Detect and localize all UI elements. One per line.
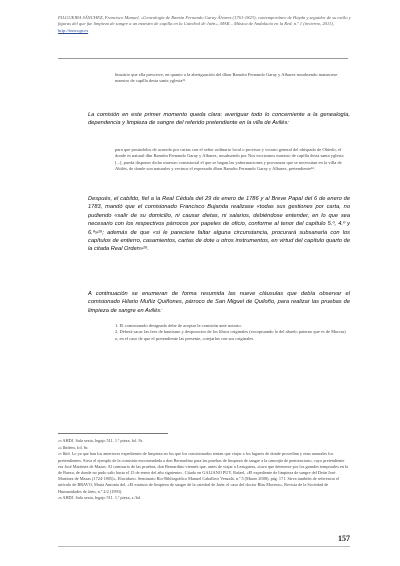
footnote — [58, 438, 350, 444]
footnote-text: Ibídem, fol. 6r. — [62, 444, 89, 450]
page-number: 157 — [338, 534, 350, 543]
citation-text: FILGUEIRA SÁNCHEZ, Francisco Manuel, «Genealogía de Ramón Fernando Garay Álvarez (1761-1823), contemporáneo de Haydn y seguidor de su estilo y figuras del que fue limpieza de sangre a un maestro de capilla en la Catedral de Jaén», MAR – Música de Andalucía en la Red, n.º 1 (invierno, 2011), — [58, 15, 351, 27]
footnote — [58, 445, 350, 451]
block-quote-2: para que posásdolos de acuerdo por cartas con el señor ordinario local o provisor y vicario general del obispado de Obiedo, el donde es natural dhn Ramóin Fernando Garay y Albarez, nosabsendo por Nos escrizanos maestro de capilla desta santa yglesia [...], pueda disponer dicho maestro consistorial el que se hagan las yañormaciones y provanzas que se necessitan en la villa de Abilés, de donde son naturales y vecinos el expresado dhon Ramóin Fernando Garay y Albarez, pretendiente²⁴. — [115, 147, 344, 171]
footnote-text: AHDJ. Sala sexta, legajo 511. 1.ª pieza, s./fol. — [62, 495, 142, 501]
block-quote-3: 1. El comisionado designado debe de aceptar la comisión ante notario. 2. Deberá sacar las fees de bautismo y desposorios de los libros originales (exceptuando la del abuelo paterno que es de Murcia) o, en el caso de que el pretendiente las presente, cotejarlas con sus originales. — [115, 323, 346, 341]
footnote-divider — [58, 433, 168, 434]
body-paragraph-2: Después, el cabildo, fiel a la Real Cédula del 29 de enero de 1786 y al Breve Papal del 6 de enero de 1783, mandó que el comisionado Francisco Bujanda realizase «todas sus gestiones por carta, no pudiendo «salir de su domicilio, ni causar dietas, ni salarios, debiéndose entender, en lo que sea necesario con los respectivos párrocos por papeles de oficio, conforme al tenor del capítulo 5.º, 4.º y 6.º»²⁵; además de que «si le pareciere faltar alguna circunstancia, procurará subsanarla con los capítulos de entierro, casamientos, cartas de dote u otros instrumentos, en virtud del capítulo quarto de la citada Real Orden»²⁶. — [88, 196, 350, 253]
footnote-number: 23 — [58, 439, 62, 443]
footnote-number: 26 — [58, 496, 62, 501]
article-citation-header — [58, 15, 358, 34]
header-divider — [58, 58, 348, 59]
footnote-text: AHDJ. Sala sexta, legajo 511. 1.ª pieza, fol. 8r. — [62, 438, 143, 443]
footnote-number: 24 — [58, 445, 62, 450]
block-quote-1: hinsitrio que ella prescrive, en quanto a la aberiguación del dhon Ramóin Fernando Garay y Albarez nosabsendo maisnoese maestro de capilla desta santa yglesia²¹. — [115, 72, 338, 84]
body-paragraph-3: A continuación se enumeran de forma resumida las nueve cláusulas que debía observar el comisionado Hilario Muñiz Quiñones, párroco de San Miguel de Quiloño, para realizar las pruebas de limpieza de sangre en Avilés: — [88, 291, 350, 314]
footnotes-section — [58, 438, 350, 502]
body-paragraph-1: La comisión en este primer momento queda clara: averiguar todo lo concerniente a la genealogía, dependencia y limpieza de sangre del referido pretendiente en la villa de Avilés: — [88, 112, 350, 127]
footnote — [58, 495, 350, 501]
footnote-text: Ibíd. Lo ya que han los anteriores expedientes de limpieza en los que los comisionados tenían que viajar a los lugares de donde procedían y eran naturales los pretendientes. Sirva el ejemplo de la comisión encomendada a don Bernardino para las pruebas de limpieza de sangre a la canonjía de penitenciario, cuyo pretendiente era José Martínez de Mazas. Al comisario de las pruebas, don Bernardino viennés que, antes de viajar a Lezuguera, «tuvo que detenerse por los grandes temporales en la de Baeza, de donde no pudo salir hasta el 15 de enero del año siguiente». Citado en GALIANO PUY, Rafael, «El expediente de limpieza de sangre del Deán José Martínez de Mazas (1724-1805)», Elucidario. Seminario Bio-Bibliográfico Manuel Caballero Venzalá, n.º 5 (Marzo 2008), pág. 171. Sirva también de referencia el artículo de BRAVO, María Antonia del, «El estatuto de limpieza de sangre de la catedral de Jaén: el caso del doctor Blas Moreno», Revista de la Sociedad de Humanidades de Jaén, n.º 2/2 (1993). — [58, 451, 349, 494]
footnote — [58, 451, 350, 494]
footnote-number: 25 — [58, 452, 62, 457]
citation-url-link[interactable]: http://mar.ugr.es — [58, 27, 89, 33]
footer-divider — [58, 546, 350, 547]
